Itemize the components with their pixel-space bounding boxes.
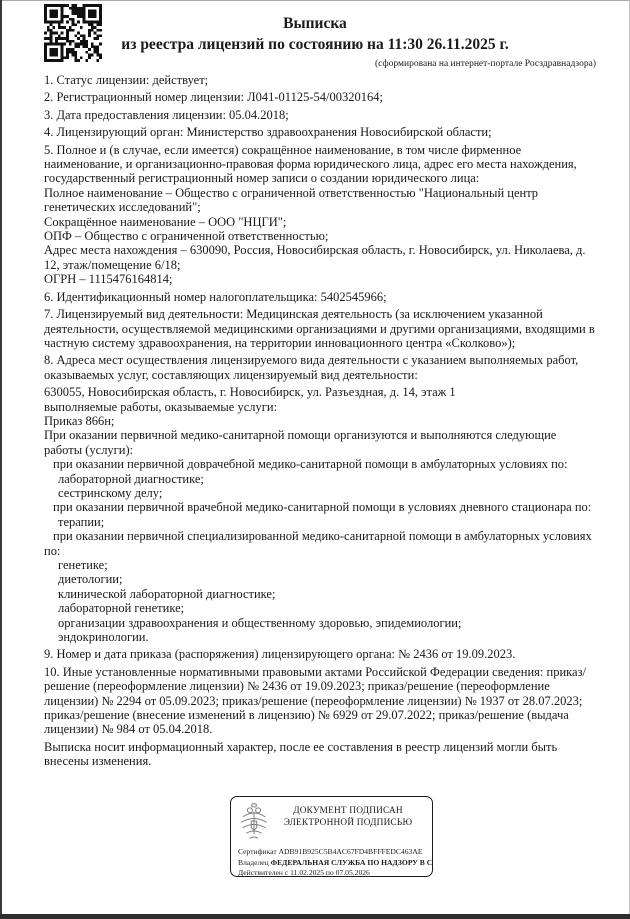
paragraph: 630055, Новосибирская область, г. Новосибирск, ул. Разъездная, д. 14, этаж 1 [44,385,456,400]
paragraph: 5. Полное и (в случае, если имеется) сокращённое наименование, в том числе фирменное наименование, и организационно-правовая форма юридического лица, адрес его места нахождения, государственный регистрационный номер записи о создании юридического лица: [44,142,577,186]
stamp-certificate-value: ADB91B925C5B4AC67FD4BFFFEDC463AE [278,847,423,856]
paragraph: Сокращённое наименование – ООО "НЦГИ"; [44,214,287,229]
stamp-title-line2: ЭЛЕКТРОННОЙ ПОДПИСЬЮ [283,817,413,828]
stamp-owner-row [238,858,432,869]
paragraph: 2. Регистрационный номер лицензии: Л041-01125-54/00320164; [44,90,383,105]
paragraph: При оказании первичной медико-санитарной помощи организуются и выполняются следующие работы (услуги): [44,428,557,457]
paragraph: 6. Идентификационный номер налогоплательщика: 5402545966; [44,289,387,304]
paragraph: 9. Номер и дата приказа (распоряжения) лицензирующего органа: № 2436 от 19.09.2023. [44,647,516,662]
document-subtitle: (сформирована на интернет-портале Росздравнадзора) [375,59,596,69]
stamp-owner-value: ФЕДЕРАЛЬНАЯ СЛУЖБА ПО НАДЗОРУ В С [270,857,432,867]
page-top-edge [0,0,630,1]
paragraph: клинической лабораторной диагностике; [58,586,276,601]
paragraph: лабораторной генетике; [58,601,185,616]
paragraph: Приказ 866н; [44,413,115,428]
roszdravnadzor-eagle-emblem-icon [238,803,270,843]
paragraph: 8. Адреса мест осуществления лицензируемого вида деятельности с указанием выполняемых работ, оказываемых услуг, составляющих лицензируемый вид деятельности: [44,353,579,382]
paragraph: 3. Дата предоставления лицензии: 05.04.2018; [44,107,289,122]
stamp-certificate-row [238,847,432,858]
paragraph: при оказании первичной специализированной медико-санитарной помощи в амбулаторных условиях по: [44,529,592,558]
document-body [44,73,597,769]
paragraph: организации здравоохранения и общественному здоровью, эпидемиологии; [58,615,462,630]
qr-code-icon [44,4,102,62]
paragraph: лабораторной диагностике; [58,471,204,486]
stamp-header [238,803,432,843]
stamp-title-line1: ДОКУМЕНТ ПОДПИСАН [293,806,403,816]
paragraph: 4. Лицензирующий орган: Министерство здравоохранения Новосибирской области; [44,125,492,140]
paragraph: 10. Иные установленные нормативными правовыми актами Российской Федерации сведения: приказ/решение (переоформление лицензии) № 2436 от 19.09.2023; приказ/решение (переоформление лицензии) № 2294 от 05.09.2023; приказ/решение (переоформление лицензии) № 1937 от 28.07.2023; приказ/решение (внесение изменений в лицензию) № 6929 от 29.07.2022; приказ/решение (выдача лицензии) № 984 от 05.04.2018. [44,664,587,737]
paragraph: сестринскому делу; [58,485,163,500]
paragraph: 7. Лицензируемый вид деятельности: Медицинская деятельность (за исключением указанной деятельности, осуществляемой медицинскими организациями и другими организациями, входящими в частную систему здравоохранения, на территории инновационного центра «Сколково»); [44,307,595,350]
document-title-line1: Выписка [283,15,347,32]
paragraph: ОПФ – Общество с ограниченной ответственностью; [44,229,329,244]
paragraph: Полное наименование – Общество с ограниченной ответственностью "Национальный центр генетических исследований"; [44,185,539,215]
paragraph: эндокринологии. [58,630,149,645]
paragraph: Выписка носит информационный характер, после ее составления в реестр лицензий могли быть внесены изменения. [44,739,558,769]
paragraph: 1. Статус лицензии: действует; [44,73,209,87]
document-title-line2: из реестра лицензий по состоянию на 11:30 26.11.2025 г. [121,36,509,53]
paragraph: при оказании первичной доврачебной медико-санитарной помощи в амбулаторных условиях по: [53,457,568,472]
stamp-title [270,803,432,829]
paragraph: терапии; [58,514,105,529]
electronic-signature-stamp [230,796,433,877]
stamp-owner-label: Владелец [238,857,269,867]
page-left-edge [0,0,2,919]
paragraph: генетике; [58,558,108,572]
page-bottom-edge [0,914,630,919]
stamp-validity-row: Действителен с 11.02.2025 по 07.05.2026 [238,868,370,877]
stamp-certificate-label: Сертификат [238,847,277,856]
paragraph: ОГРН – 1115476164814; [44,272,173,287]
paragraph: выполняемые работы, оказываемые услуги: [44,399,278,414]
paragraph: диетологии; [58,572,123,587]
paragraph: Адрес места нахождения – 630090, Россия, Новосибирская область, г. Новосибирск, ул. Николаева, д. 12, этаж/помещение 6/18; [44,243,586,272]
paragraph: при оказании первичной врачебной медико-санитарной помощи в условиях дневного стационара по: [53,500,592,515]
